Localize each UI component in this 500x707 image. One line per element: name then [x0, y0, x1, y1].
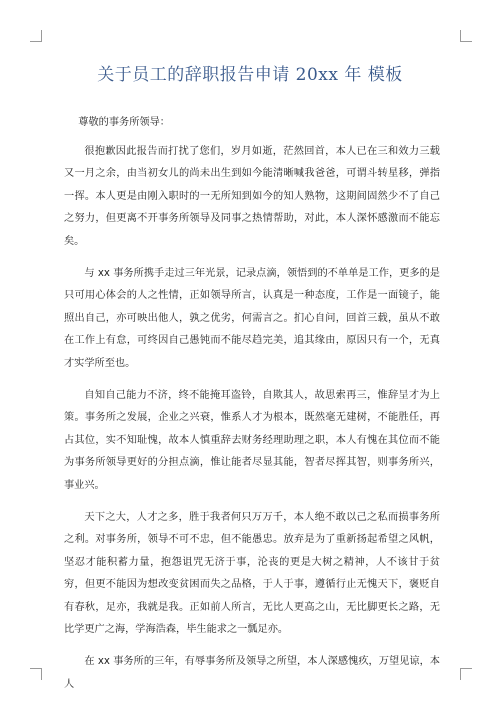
document-body [64, 112, 440, 705]
paragraph-4: 天下之大，人才之多，胜于我者何只万万千，本人绝不敢以己之私而损事务所之利。对事务所，领导不可不忠，但不能愚忠。放弃是为了重新扬起希望之风帆，坚忍才能积蓄力量，抱怨诅咒无济于事，沦丧的更是大树之精神，人不该甘于贫穷，但更不能因为想改变贫困而失之品格，于人于事，遵循行止无愧天下，褒贬自有春秋，足亦，我就是我。正如前人所言，无比人更高之山，无比脚更长之路，无比学更广之海，学海浩森，毕生能求之一瓢足亦。 [64, 511, 440, 636]
paragraph-2: 与 xx 事务所携手走过三年光景，记录点滴，领悟到的不单单是工作，更多的是只可用心体会的人之性情，正如领导所言，认真是一种态度，工作是一面镜子，能照出自己，亦可映出他人，孰之优劣，何需言之。扪心自问，回首三载，虽从不敢在工作上有怠，可终因自己愚钝而不能尽趋完美，追其缘由，原因只有一个，无真才实学所至也。 [64, 267, 440, 369]
document-title: 关于员工的辞职报告申请 20xx 年 模板 [97, 65, 403, 85]
paragraph-5: 在 xx 事务所的三年，有辱事务所及领导之所望，本人深感愧疚，万望见谅，本人 [64, 656, 440, 690]
paragraph-1: 很抱歉因此报告而打扰了您们，岁月如逝，茫然回首，本人已在三和效力三载又一月之余，由当初女儿的尚未出生到如今能清晰喊我爸爸，可谓斗转星移，弹指一挥。本人更是由刚入职时的一无所知到如今的知人熟物，这期间固然少不了自己之努力，但更离不开事务所领导及同事之热情帮助，对此，本人深怀感激而不能忘矣。 [64, 145, 440, 247]
salutation: 尊敬的事务所领导： [78, 117, 170, 128]
page-corner-mark-bottom-left [30, 668, 42, 680]
paragraph-3: 自知自己能力不济，终不能掩耳盗铃，自欺其人，故思索再三，惟辞呈才为上策。事务所之发展，企业之兴衰，惟系人才为根本，既然毫无建树，不能胜任，再占其位，实不知耻愧，故本人慎重辞去财务经理助理之职，本人有愧在其位而不能为事务所领导更好的分担点滴，惟让能者尽显其能，智者尽挥其智，则事务所兴，事业兴。 [64, 389, 440, 491]
page-corner-mark-top-left [30, 30, 42, 42]
page-corner-mark-bottom-right [460, 668, 472, 680]
page-corner-mark-top-right [460, 30, 472, 42]
